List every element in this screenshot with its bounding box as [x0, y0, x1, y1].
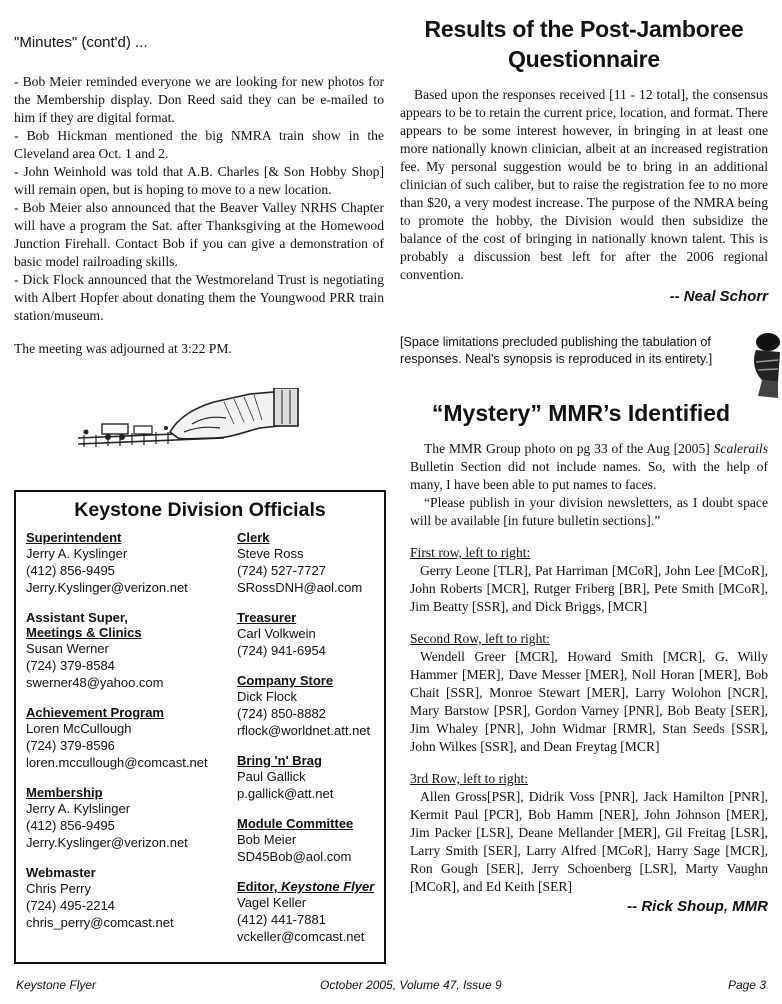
official-email: SD45Bob@aol.com: [237, 849, 352, 864]
official-phone: (412) 856-9495: [26, 563, 115, 578]
minutes-section: [14, 28, 384, 357]
official-name: Susan Werner: [26, 641, 109, 656]
official-phone: (412) 856-9495: [26, 818, 115, 833]
official-phone: (724) 495-2214: [26, 898, 115, 913]
headline-line: Questionnaire: [507, 46, 661, 72]
official-name: Dick Flock: [237, 689, 297, 704]
official-bring-n-brag: [237, 753, 387, 802]
intro-text: Bulletin Section did not include names. So, with the help of many, I have been able to put names to faces.: [410, 459, 768, 492]
mystery-quote: “Please publish in your division newsletters, as I doubt space will be available [in future bulletin sections].”: [410, 495, 768, 528]
official-name: Vagel Keller: [237, 895, 307, 910]
role-label: Assistant Super,: [26, 610, 128, 625]
role-label: [237, 879, 387, 894]
minute-item: - Bob Meier also announced that the Beaver Valley NRHS Chapter will have a program the Sat. after Thanksgiving at the Homewood Junction Firehall. Contact Bob if you can give a demonstration of basic model railroading skills.: [14, 200, 384, 269]
role-label: Superintendent: [26, 530, 122, 545]
minute-item: - Bob Hickman mentioned the big NMRA train show in the Cleveland area Oct. 1 and 2.: [14, 128, 384, 161]
footer-page-number: Page 3: [727, 978, 766, 992]
hand-placing-train-illustration: [74, 388, 304, 460]
role-label: Meetings & Clinics: [26, 625, 142, 640]
footer-newsletter-name: Keystone Flyer: [16, 978, 97, 992]
row-heading: Second Row, left to right:: [410, 631, 550, 646]
figure-clipart-icon: [748, 332, 782, 400]
row-names: Wendell Greer [MCR], Howard Smith [MCR], G. Willy Hammer [MER], Dave Messer [MER], Noll Horan [MER], Bob Chait [SSR], Monroe Stewart [MER], Larry Wolohon [NCR], Mary Barstow [PSR], Gordon Varney [PNR], Bob Beaty [SER], Jim Whaley [PNR], John Widmar [RMR], Stan Seeds [SSR], John Wilkes [SSR], and Dean Freytag [MCR]: [410, 649, 768, 754]
row-names: Gerry Leone [TLR], Pat Harriman [MCoR], John Lee [MCoR], John Roberts [MCR], Rutger Friberg [BR], Pete Smith [MCoR], Jim Beatty [SSR], and Dick Briggs, [MCR]: [410, 563, 768, 614]
division-officials-box: [14, 490, 386, 964]
mystery-intro: [410, 440, 768, 494]
official-clerk: [237, 530, 387, 596]
role-label: Treasurer: [237, 610, 297, 625]
page-footer: [14, 978, 768, 996]
official-email: SRossDNH@aol.com: [237, 580, 363, 595]
role-label: Achievement Program: [26, 705, 164, 720]
role-label: Membership: [26, 785, 103, 800]
official-phone: (724) 379-8584: [26, 658, 115, 673]
minute-item: - John Weinhold was told that A.B. Charles [& Son Hobby Shop] will remain open, but is hoping to move to a new location.: [14, 164, 384, 197]
questionnaire-byline: -- Neal Schorr: [669, 288, 768, 305]
official-phone: (724) 379-8596: [26, 738, 115, 753]
official-treasurer: [237, 610, 387, 659]
role-label: Module Committee: [237, 816, 354, 831]
minute-item: - Dick Flock announced that the Westmoreland Trust is negotiating with Albert Hopfer about donating them the Youngwood PRR train station/museum.: [14, 272, 384, 323]
minutes-heading: "Minutes" (cont'd) ...: [14, 34, 148, 51]
minute-item: - Bob Meier reminded everyone we are looking for new photos for the Membership display. Don Reed said they can be e-mailed to him if they are digital format.: [14, 74, 384, 125]
space-limitation-note: [Space limitations precluded publishing the tabulation of responses. Neal's synopsis is reproduced in its entirety.]: [400, 335, 713, 366]
official-phone: (724) 527-7727: [237, 563, 326, 578]
newsletter-name: Keystone Flyer: [281, 879, 375, 894]
official-email: loren.mccullough@comcast.net: [26, 755, 208, 770]
official-name: Paul Gallick: [237, 769, 306, 784]
official-company-store: [237, 673, 387, 739]
questionnaire-body: Based upon the responses received [11 - 12 total], the consensus appears to be to retain the current price, location, and format. There appears to be some interest however, in bringing in at least one more nationally known clinician, albeit at an increased registration fee. My personal suggestion would be to bring in an additional clinician of such caliber, but to raise the registration fee to no more than $20, a very modest increase. The purpose of the NMRA being to promote the hobby, the Division would then subsidize the balance of the cost of bringing in nationally known talent. This is probably a discussion best left for after the 2006 regional convention.: [400, 87, 768, 282]
official-name: Loren McCullough: [26, 721, 132, 736]
officials-left-column: [26, 530, 238, 945]
role-label: Bring 'n' Brag: [237, 753, 322, 768]
row-heading: 3rd Row, left to right:: [410, 771, 529, 786]
official-achievement-program: [26, 705, 238, 771]
official-name: Jerry A. Kylslinger: [26, 801, 131, 816]
official-email: Jerry.Kyslinger@verizon.net: [26, 835, 188, 850]
role-label: Company Store: [237, 673, 334, 688]
official-phone: (412) 441-7881: [237, 912, 326, 927]
officials-right-column: [237, 530, 387, 959]
official-assistant-super: [26, 610, 238, 691]
role-label: Webmaster: [26, 865, 96, 880]
mystery-mmr-headline: “Mystery” MMR’s Identified: [431, 400, 731, 426]
role-label: Clerk: [237, 530, 270, 545]
headline-line: Results of the Post-Jamboree: [424, 16, 744, 42]
official-email: swerner48@yahoo.com: [26, 675, 164, 690]
official-name: Jerry A. Kyslinger: [26, 546, 128, 561]
official-name: Bob Meier: [237, 832, 297, 847]
official-editor: [237, 879, 387, 945]
officials-title: Keystone Division Officials: [74, 499, 326, 521]
official-phone: (724) 941-6954: [237, 643, 326, 658]
official-email: rflock@worldnet.att.net: [237, 723, 371, 738]
official-membership: [26, 785, 238, 851]
official-superintendent: [26, 530, 238, 596]
questionnaire-article: [400, 14, 768, 305]
publication-name: Scalerails: [713, 441, 768, 456]
role-label-text: Editor,: [237, 879, 282, 894]
intro-text: The MMR Group photo on pg 33 of the Aug [2005]: [424, 441, 714, 456]
official-email: chris_perry@comcast.net: [26, 915, 174, 930]
official-name: Carl Volkwein: [237, 626, 316, 641]
mystery-byline: -- Rick Shoup, MMR: [627, 898, 768, 915]
meeting-adjourned-text: The meeting was adjourned at 3:22 PM.: [14, 341, 232, 356]
official-email: Jerry.Kyslinger@verizon.net: [26, 580, 188, 595]
official-email: p.gallick@att.net: [237, 786, 334, 801]
official-module-committee: [237, 816, 387, 865]
questionnaire-headline: [400, 14, 768, 74]
official-name: Chris Perry: [26, 881, 92, 896]
official-webmaster: [26, 865, 238, 931]
mystery-mmr-article: [410, 440, 768, 915]
row-heading: First row, left to right:: [410, 545, 531, 560]
official-email: vckeller@comcast.net: [237, 929, 365, 944]
footer-issue-info: October 2005, Volume 47, Issue 9: [320, 978, 502, 992]
official-phone: (724) 850-8882: [237, 706, 326, 721]
official-name: Steve Ross: [237, 546, 304, 561]
row-names: Allen Gross[PSR], Didrik Voss [PNR], Jack Hamilton [PNR], Kermit Paul [PCR], Bob Hamm [NER], John Johnson [MER], Jim Packer [LSR], Deane Mellander [MER], Gil Freitag [LSR], Larry Smith [SER], Larry Alfred [MCoR], Harry Sage [MCR], Ron Gough [SER], Jerry Schoenberg [LSR], Marty Vaughn [MCoR], and Ed Keith [SER]: [410, 789, 768, 894]
